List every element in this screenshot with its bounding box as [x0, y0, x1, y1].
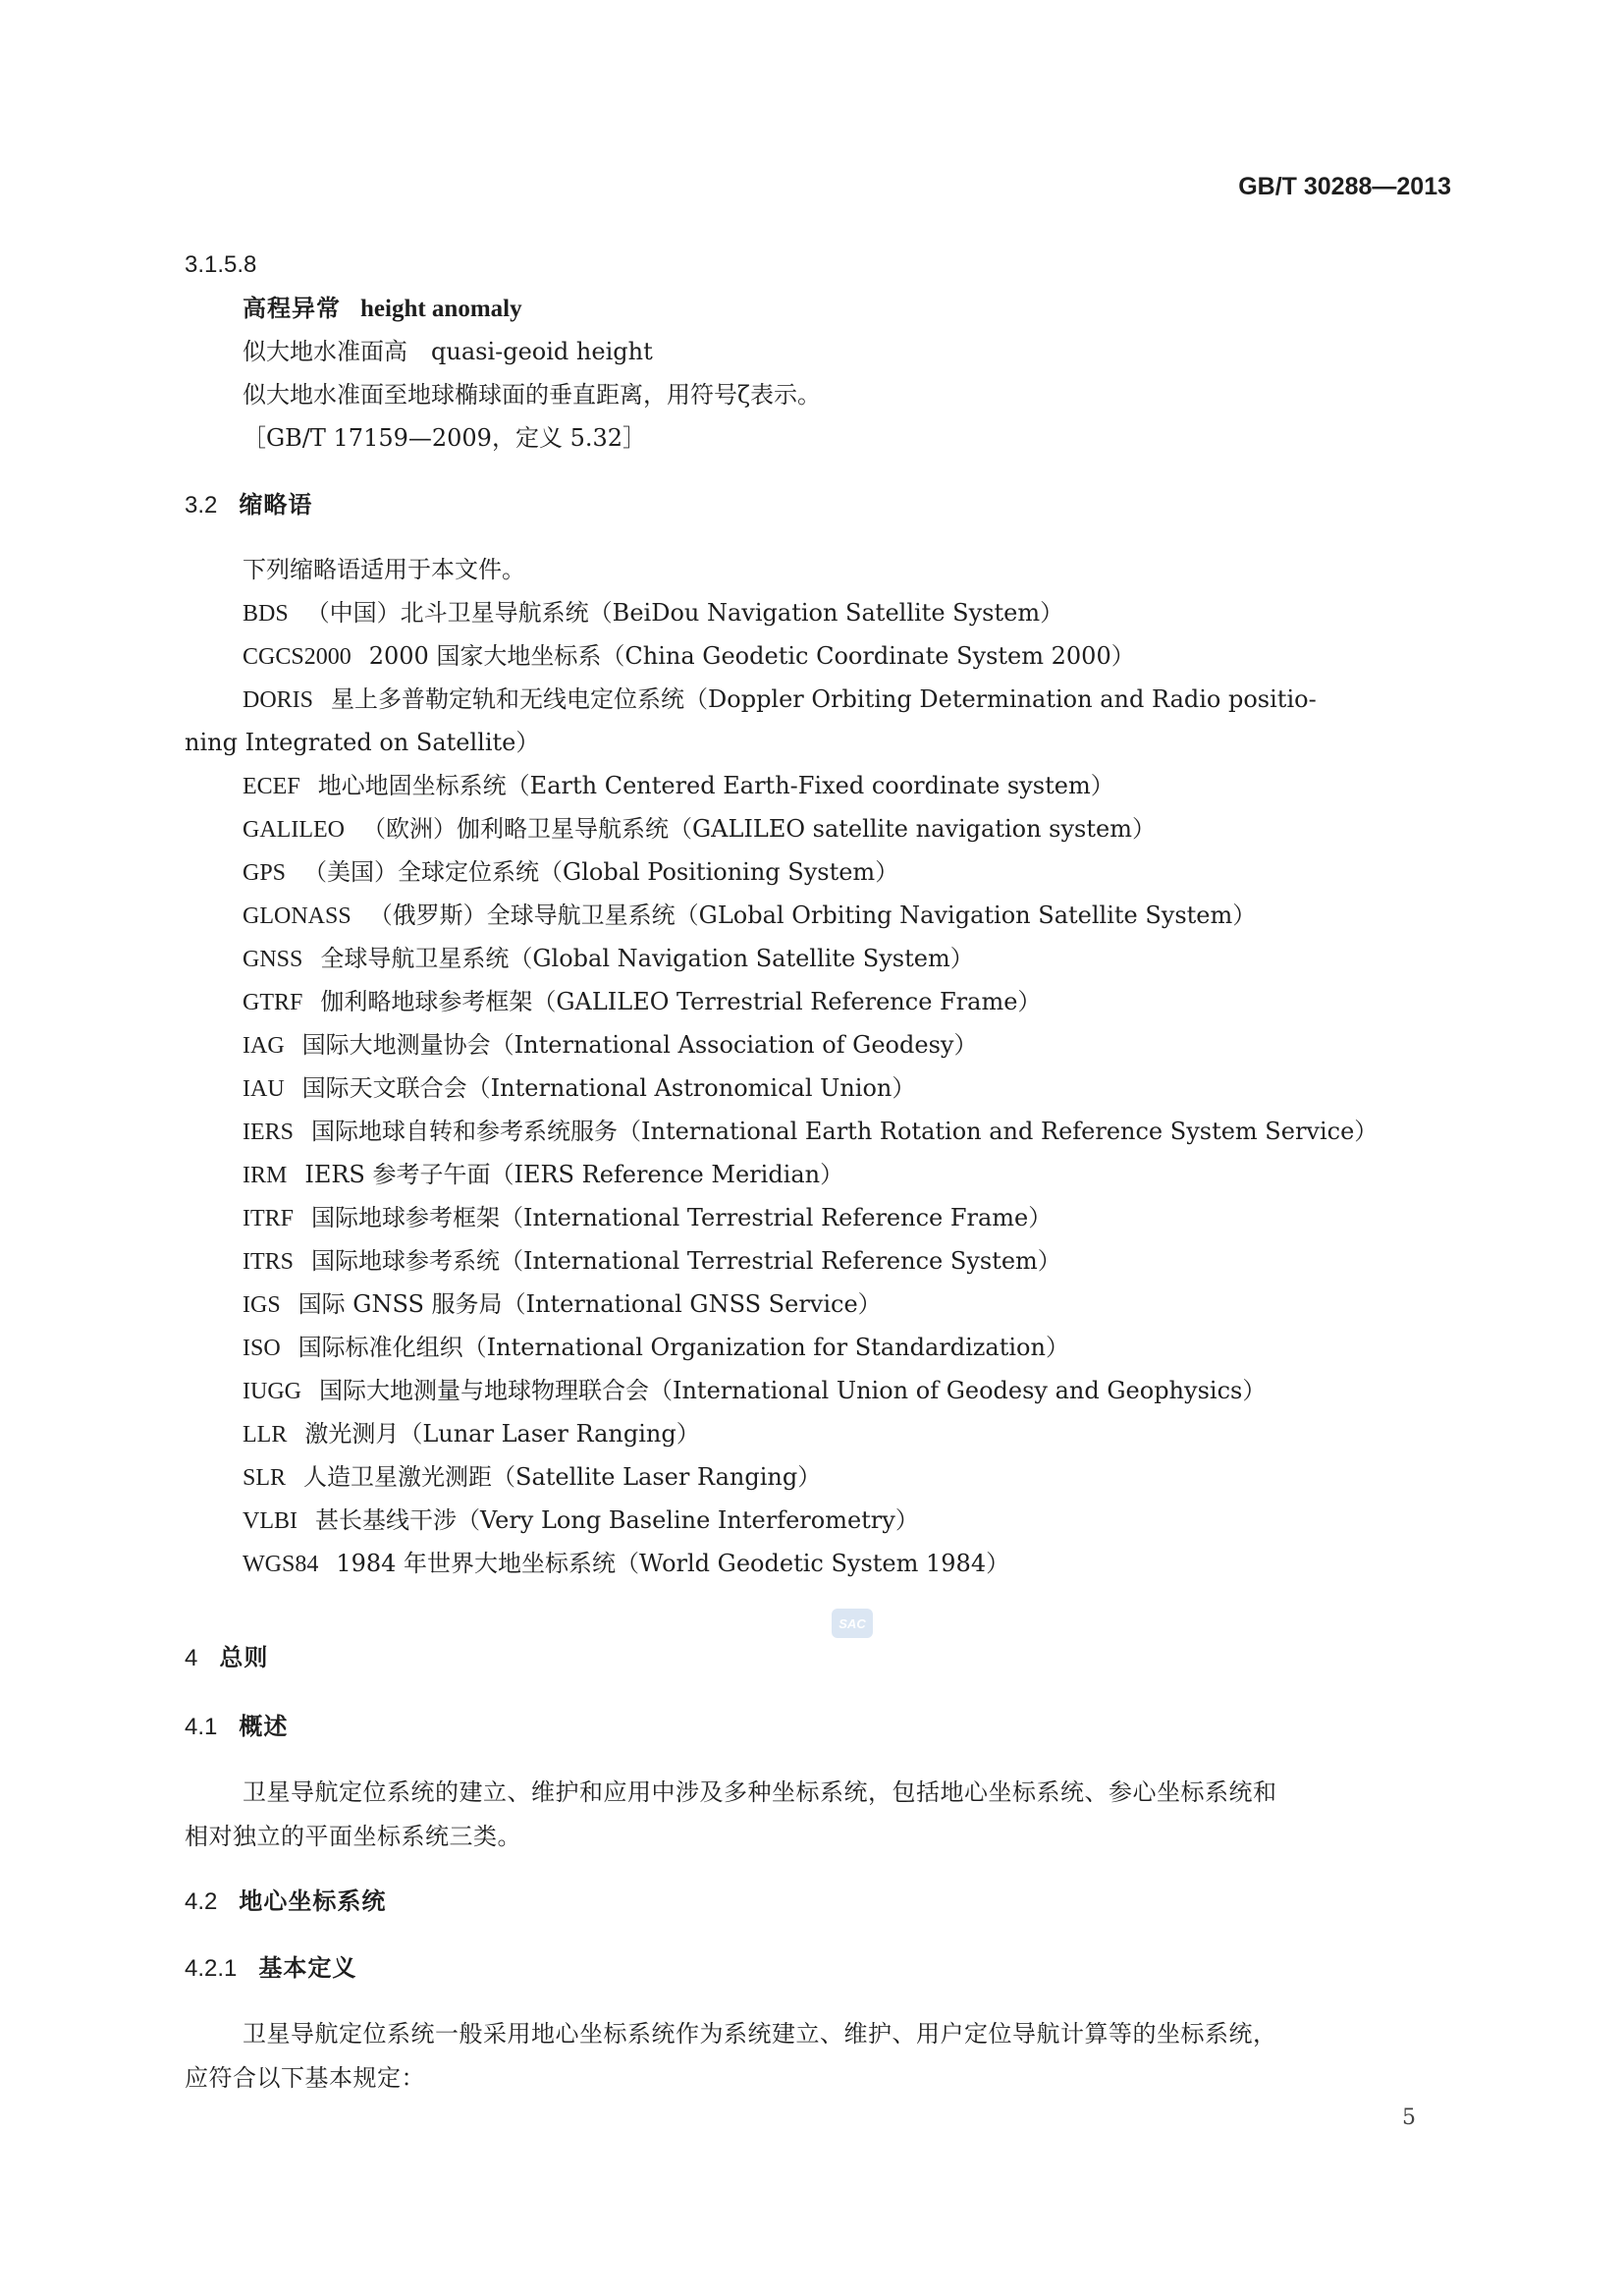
- term-name-zh: 高程异常: [243, 295, 341, 322]
- abbreviation-description: （中国）北斗卫星导航系统（BeiDou Navigation Satellite System）: [305, 599, 1064, 627]
- abbreviation-item: [243, 947, 974, 971]
- abbreviation-description: （俄罗斯）全球导航卫星系统（GLobal Orbiting Navigation Satellite System）: [368, 902, 1257, 929]
- abbreviation-description: 国际大地测量协会（International Association of Geodesy）: [301, 1031, 978, 1059]
- abbreviation-item: [243, 1422, 700, 1447]
- abbreviation-description: 人造卫星激光测距（Satellite Laser Ranging）: [303, 1463, 822, 1491]
- abbreviation: BDS: [243, 601, 289, 627]
- term-source: ［GB/T 17159—2009，定义 5.32］: [243, 424, 647, 452]
- term-number: 3.1.5.8: [185, 251, 257, 278]
- section-title: 缩略语: [239, 491, 313, 519]
- section-title: 概述: [239, 1713, 289, 1740]
- abbreviation-item: [243, 1379, 1266, 1403]
- section-number: 4.2: [185, 1888, 218, 1915]
- abbreviation-description: （欧洲）伽利略卫星导航系统（GALILEO satellite navigation system）: [361, 815, 1156, 843]
- abbreviation-description: （美国）全球定位系统（Global Positioning System）: [303, 858, 899, 886]
- term-heading: [243, 297, 522, 321]
- abbreviation: VLBI: [243, 1508, 298, 1534]
- abbreviation-continuation: ning Integrated on Satellite）: [185, 729, 540, 756]
- abbreviation: IERS: [243, 1120, 295, 1145]
- abbreviations-intro: 下列缩略语适用于本文件。: [243, 556, 525, 583]
- abbreviation-description: 甚长基线干涉（Very Long Baseline Interferometry）: [315, 1506, 919, 1534]
- abbreviation-description: 国际大地测量与地球物理联合会（International Union of Geodesy and Geophysics）: [319, 1377, 1267, 1404]
- abbreviation: ECEF: [243, 774, 300, 799]
- section-4-1-paragraph-line-2: 相对独立的平面坐标系统三类。: [185, 1823, 521, 1850]
- section-heading-4: [185, 1646, 268, 1670]
- term-definition: 似大地水准面至地球椭球面的垂直距离，用符号ζ表示。: [243, 381, 822, 409]
- section-heading-4-2-1: [185, 1956, 356, 1981]
- section-heading-4-1: [185, 1715, 288, 1739]
- section-title: 地心坐标系统: [239, 1887, 387, 1915]
- term-synonym: 似大地水准面高 quasi-geoid height: [243, 338, 653, 365]
- section-title: 总则: [219, 1644, 269, 1671]
- abbreviation-item: [243, 1249, 1061, 1274]
- abbreviation: GNSS: [243, 947, 303, 972]
- abbreviation-description: 国际标准化组织（International Organization for Standardization）: [298, 1334, 1069, 1361]
- abbreviation-item: [243, 1120, 1378, 1144]
- abbreviation-item: [243, 1508, 919, 1533]
- abbreviation-item: [243, 990, 1041, 1014]
- abbreviation: ITRF: [243, 1206, 295, 1231]
- abbreviation: GLONASS: [243, 903, 352, 929]
- abbreviation-description: 伽利略地球参考框架（GALILEO Terrestrial Reference Frame）: [320, 988, 1042, 1015]
- abbreviation-description: IERS 参考子午面（IERS Reference Meridian）: [304, 1161, 844, 1188]
- abbreviation: WGS84: [243, 1552, 319, 1577]
- sac-watermark-logo: [831, 1605, 874, 1642]
- section-4-2-1-paragraph-line-1: 卫星导航定位系统一般采用地心坐标系统作为系统建立、维护、用户定位导航计算等的坐标系统，: [243, 2020, 1277, 2048]
- abbreviation: GTRF: [243, 990, 303, 1015]
- section-heading-4-2: [185, 1889, 386, 1914]
- abbreviation-item: [243, 601, 1063, 626]
- section-4-2-1-paragraph-line-2: 应符合以下基本规定：: [185, 2064, 425, 2092]
- abbreviation-description: 全球导航卫星系统（Global Navigation Satellite System）: [320, 945, 974, 972]
- abbreviation: GPS: [243, 860, 287, 886]
- abbreviation-item: [243, 1033, 977, 1058]
- section-4-1-paragraph-line-1: 卫星导航定位系统的建立、维护和应用中涉及多种坐标系统，包括地心坐标系统、参心坐标系统和: [243, 1778, 1277, 1806]
- abbreviation-item: [243, 903, 1256, 928]
- abbreviation-description: 地心地固坐标系统（Earth Centered Earth-Fixed coordinate system）: [317, 772, 1114, 799]
- abbreviation-description: 2000 国家大地坐标系（China Geodetic Coordinate System 2000）: [368, 642, 1135, 670]
- section-heading-3-2: [185, 493, 312, 518]
- abbreviation-description: 国际地球自转和参考系统服务（International Earth Rotation and Reference System Service）: [311, 1118, 1379, 1145]
- abbreviation-item: [243, 1206, 1052, 1230]
- abbreviation-description: 星上多普勒定轨和无线电定位系统（Doppler Orbiting Determination and Radio positio-: [331, 685, 1317, 713]
- abbreviation-description: 国际天文联合会（International Astronomical Union）: [301, 1074, 916, 1102]
- abbreviation-description: 激光测月（Lunar Laser Ranging）: [304, 1420, 700, 1448]
- abbreviation-item: [243, 1552, 1009, 1576]
- abbreviation: IAU: [243, 1076, 285, 1102]
- abbreviation-description: 国际地球参考框架（International Terrestrial Reference Frame）: [311, 1204, 1053, 1231]
- abbreviation-item: [243, 1465, 821, 1490]
- abbreviation: GALILEO: [243, 817, 345, 843]
- section-title: 基本定义: [258, 1954, 357, 1982]
- abbreviation-item: [243, 817, 1156, 842]
- abbreviation: CGCS2000: [243, 644, 352, 670]
- abbreviation-item: [243, 1163, 843, 1187]
- abbreviation-description: 国际 GNSS 服务局（International GNSS Service）: [298, 1290, 882, 1318]
- abbreviation: IUGG: [243, 1379, 301, 1404]
- section-number: 4.2.1: [185, 1955, 238, 1982]
- abbreviation: DORIS: [243, 687, 314, 713]
- abbreviation-item: [243, 687, 1317, 712]
- abbreviation-item: [243, 644, 1135, 669]
- svg-text:SAC: SAC: [839, 1616, 866, 1631]
- abbreviation-description: 国际地球参考系统（International Terrestrial Reference System）: [311, 1247, 1061, 1275]
- abbreviation: IAG: [243, 1033, 285, 1059]
- abbreviation-description: 1984 年世界大地坐标系统（World Geodetic System 1984）: [336, 1550, 1010, 1577]
- page-number: 5: [1402, 2105, 1416, 2130]
- abbreviation: LLR: [243, 1422, 288, 1448]
- standard-code: GB/T 30288—2013: [1238, 173, 1451, 200]
- term-name-en: height anomaly: [360, 296, 522, 322]
- section-number: 4: [185, 1645, 198, 1671]
- abbreviation-item: [243, 1292, 882, 1317]
- abbreviation: ITRS: [243, 1249, 295, 1275]
- abbreviation: ISO: [243, 1336, 281, 1361]
- abbreviation: IGS: [243, 1292, 281, 1318]
- abbreviation-item: [243, 860, 898, 885]
- abbreviation: SLR: [243, 1465, 287, 1491]
- section-number: 3.2: [185, 492, 218, 519]
- abbreviation-item: [243, 1076, 915, 1101]
- abbreviation-item: [243, 774, 1114, 798]
- section-number: 4.1: [185, 1714, 218, 1740]
- abbreviation: IRM: [243, 1163, 288, 1188]
- abbreviation-item: [243, 1336, 1069, 1360]
